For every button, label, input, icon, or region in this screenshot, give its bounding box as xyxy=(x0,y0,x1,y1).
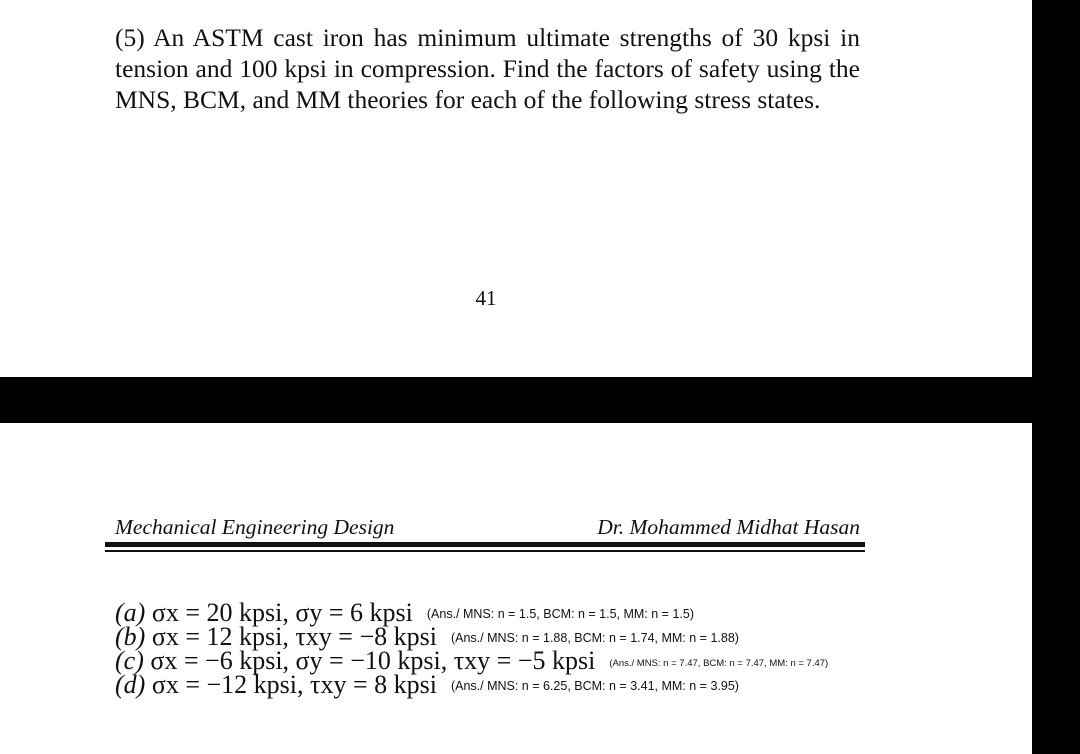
page-number: 41 xyxy=(475,286,497,310)
part-label: (a) xyxy=(115,598,146,627)
problem-statement: (5) An ASTM cast iron has minimum ultimate strengths of 30 kpsi in tension and 100 kpsi in compression. Find the factors of safety using the MNS, BCM, and MM theories for each of the following stress states. xyxy=(115,23,860,114)
header-rule-thin xyxy=(105,550,865,552)
answer: (Ans./ MNS: n = 7.47, BCM: n = 7.47, MM: n = 7.47) xyxy=(609,658,829,669)
header-rule-thick xyxy=(105,542,865,547)
answer: (Ans./ MNS: n = 1.5, BCM: n = 1.5, MM: n = 1.5) xyxy=(426,607,694,621)
header-author: Dr. Mohammed Midhat Hasan xyxy=(597,515,860,539)
stress-values: σx = 12 kpsi, τxy = −8 kpsi xyxy=(151,622,437,651)
part-label: (d) xyxy=(115,670,146,699)
stress-state-d xyxy=(115,670,1015,699)
document-page-bottom xyxy=(0,423,1032,754)
part-label: (c) xyxy=(115,646,144,675)
stress-values: σx = −6 kpsi, σy = −10 kpsi, τxy = −5 kpsi xyxy=(150,646,596,675)
stress-state-list xyxy=(115,598,1015,699)
viewer-background xyxy=(1032,0,1080,754)
header-course-title: Mechanical Engineering Design xyxy=(115,515,395,539)
part-label: (b) xyxy=(115,622,146,651)
answer: (Ans./ MNS: n = 6.25, BCM: n = 3.41, MM: n = 3.95) xyxy=(450,679,739,693)
stress-values: σx = 20 kpsi, σy = 6 kpsi xyxy=(151,598,413,627)
running-header xyxy=(115,515,860,543)
stress-values: σx = −12 kpsi, τxy = 8 kpsi xyxy=(151,670,437,699)
answer: (Ans./ MNS: n = 1.88, BCM: n = 1.74, MM: n = 1.88) xyxy=(450,631,739,645)
